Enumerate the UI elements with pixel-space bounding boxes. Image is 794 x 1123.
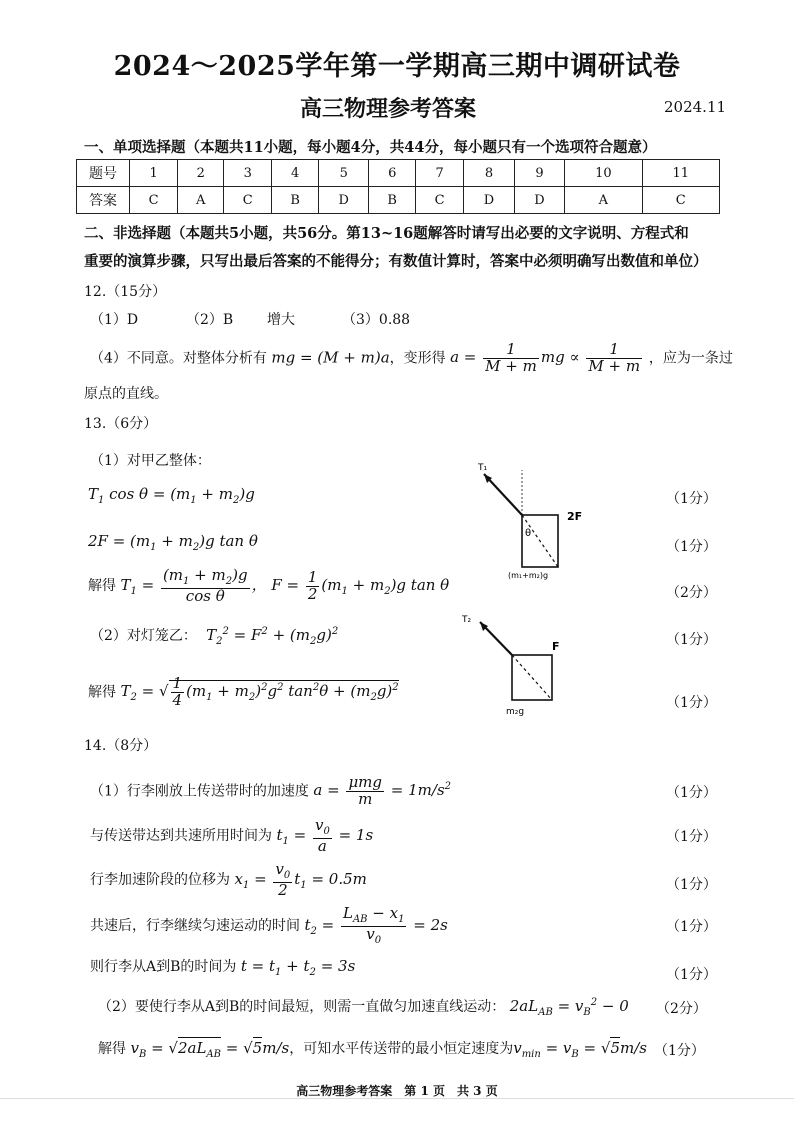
q14-line4-text: 共速后，行李继续匀速运动的时间	[90, 918, 300, 934]
q14-line6-text: （2）要使行李从A到B的时间最短，则需一直做匀加速直线运动：	[98, 999, 506, 1015]
q14-line2-text: 与传送带达到共速所用时间为	[90, 828, 272, 845]
q14-line2: 与传送带达到共速所用时间为 $t_1$ = $\frac{v_0}{a}$ = 1s	[90, 816, 374, 855]
question-number: 7	[416, 160, 464, 187]
answer-cell: C	[416, 187, 464, 214]
row-label-number: 题号	[77, 160, 130, 187]
q14-title: 14.（8分）	[84, 738, 158, 754]
question-number: 2	[178, 160, 224, 187]
score-mark: （1分）	[654, 1043, 705, 1059]
label-theta: θ	[525, 528, 532, 539]
section1-heading: 一、单项选择题（本题共11小题，每小题4分，共44分，每小题只有一个选项符合题意）	[84, 139, 657, 156]
score-mark: （1分）	[666, 877, 717, 893]
q12-part4	[90, 342, 733, 375]
diagonal	[512, 655, 552, 700]
q14-line3-text: 行李加速阶段的位移为	[90, 872, 230, 889]
score-mark: （2分）	[666, 585, 717, 601]
score-mark: （1分）	[666, 695, 717, 711]
question-number: 11	[642, 160, 719, 187]
section2-heading-line1: 二、非选择题（本题共5小题，共56分。第13~16题解答时请写出必要的文字说明、方程式和	[84, 225, 689, 242]
answer-cell: C	[642, 187, 719, 214]
q14-line4: 共速后，行李继续匀速运动的时间 $t_2$ = $\frac{L_{AB} - x_1}{v_0}$ = 2s	[90, 904, 448, 946]
q13-title: 13.（6分）	[84, 416, 158, 432]
q13-part2-label: （2）对灯笼乙：	[90, 628, 197, 644]
q14-line1-text: （1）行李刚放上传送带时的加速度	[90, 783, 309, 800]
label-t1: T₁	[478, 463, 488, 473]
footer-divider	[0, 1098, 794, 1099]
answer-table	[76, 159, 720, 214]
answer-cell: D	[514, 187, 564, 214]
label-t2: T₂	[462, 615, 472, 625]
label-2f: 2F	[567, 510, 583, 523]
answer-cell: C	[130, 187, 178, 214]
answer-cell: B	[369, 187, 416, 214]
score-mark: （1分）	[666, 785, 717, 801]
row-label-answer: 答案	[77, 187, 130, 214]
solve-label: 解得	[88, 578, 116, 595]
diagonal	[522, 515, 558, 567]
q14-line7: 解得 $v_B = √2aL_{AB} = √5m/s$，可知水平传送带的最小恒定速度为$v_{min} = v_B = √5m/s$	[98, 1039, 647, 1060]
answer-cell: A	[565, 187, 642, 214]
q14-line5: 则行李从A到B的时间为 $t = t_1 + t_2 = 3s$	[90, 957, 356, 978]
q14-line5-text: 则行李从A到B的时间为	[90, 959, 237, 975]
exam-title: 2024～2025学年第一学期高三期中调研试卷	[113, 51, 681, 82]
score-mark: （1分）	[666, 967, 717, 983]
q12-part2: （2）B	[186, 312, 234, 328]
q13-part1: （1）对甲乙整体：	[90, 453, 211, 469]
question-number: 4	[272, 160, 319, 187]
equation: $T_1$ $\cos \theta = (m_1 + m_2)g$	[88, 485, 255, 506]
q12-part4-line2: 原点的直线。	[84, 386, 168, 402]
q14-line6: （2）要使行李从A到B的时间最短，则需一直做匀加速直线运动： $2aL_{AB} = v_B^2 - 0$	[98, 997, 629, 1018]
answer-cell: C	[224, 187, 272, 214]
label-weight-1: (m₁+m₂)g	[508, 571, 549, 580]
question-number: 6	[369, 160, 416, 187]
equation: mg = (M + m)a	[271, 348, 390, 367]
force-diagram-1	[470, 460, 600, 585]
label-f: F	[552, 640, 560, 653]
q13-solution-1: 解得 $T_1$ = $\frac{(m_1 + m_2)g}{\text{cos θ}}$ ， F = $\frac{1}{2}$ $(m_1 + m_2)g$ tan θ	[88, 566, 450, 605]
q12-part2-trend: 增大	[267, 312, 295, 328]
q14-line1: （1）行李刚放上传送带时的加速度 a = $\frac{\text{μmg}}{m}$ = $1m/s^2$	[90, 773, 452, 808]
q12-part4-suffix: ，应为一条过	[648, 350, 733, 367]
table-row	[77, 160, 720, 187]
q12-part4-prefix: （4）不同意。对整体分析有	[90, 350, 267, 367]
score-mark: （1分）	[666, 491, 717, 507]
q14-line7-solve: 解得	[98, 1041, 126, 1057]
answer-cell: A	[178, 187, 224, 214]
score-mark: （1分）	[666, 539, 717, 555]
solve-label: 解得	[88, 684, 116, 701]
q13-part2: （2）对灯笼乙： $T_2^2 = F^2 + (m_2g)^2$	[90, 626, 339, 647]
page-footer: 高三物理参考答案 第 1 页 共 3 页	[296, 1084, 498, 1098]
table-row	[77, 187, 720, 214]
exam-date: 2024.11	[664, 98, 727, 116]
label-weight-2: m₂g	[506, 707, 525, 717]
score-mark: （1分）	[666, 829, 717, 845]
score-mark: （1分）	[666, 632, 717, 648]
q14-line7-text: ，可知水平传送带的最小恒定速度为	[289, 1041, 514, 1057]
force-diagram-2	[460, 610, 580, 720]
question-number: 10	[565, 160, 642, 187]
score-mark: （2分）	[656, 1001, 707, 1017]
question-number: 9	[514, 160, 564, 187]
q12-title: 12.（15分）	[84, 284, 167, 300]
answer-key-subtitle: 高三物理参考答案	[300, 96, 477, 122]
equation: a = $\frac{1}{M + m}$ mg ∝ $\frac{1}{M + m}$	[450, 340, 641, 375]
question-number: 3	[224, 160, 272, 187]
q13-solution-2: 解得 $T_2$ = √ $\frac{1}{4}$ $(m_1 + m_2)^2g^2$ $\tan^2\theta + (m_2g)^2$	[88, 674, 399, 709]
question-number: 8	[464, 160, 514, 187]
question-number: 5	[318, 160, 368, 187]
q12-part4-mid: ，变形得	[389, 350, 446, 367]
q12-part3: （3）0.88	[342, 312, 411, 328]
equation: $2F = (m_1 + m_2)g$ tan θ	[88, 532, 258, 553]
section2-heading-line2: 重要的演算步骤，只写出最后答案的不能得分；有数值计算时，答案中必须明确写出数值和单位）	[84, 253, 708, 270]
answer-cell: D	[318, 187, 368, 214]
q14-line3: 行李加速阶段的位移为 $x_1$ = $\frac{v_0}{2}$ $t_1 = 0.5m$	[90, 860, 367, 899]
question-number: 1	[130, 160, 178, 187]
answer-cell: B	[272, 187, 319, 214]
answer-cell: D	[464, 187, 514, 214]
score-mark: （1分）	[666, 919, 717, 935]
q12-part1: （1）D	[90, 312, 139, 328]
